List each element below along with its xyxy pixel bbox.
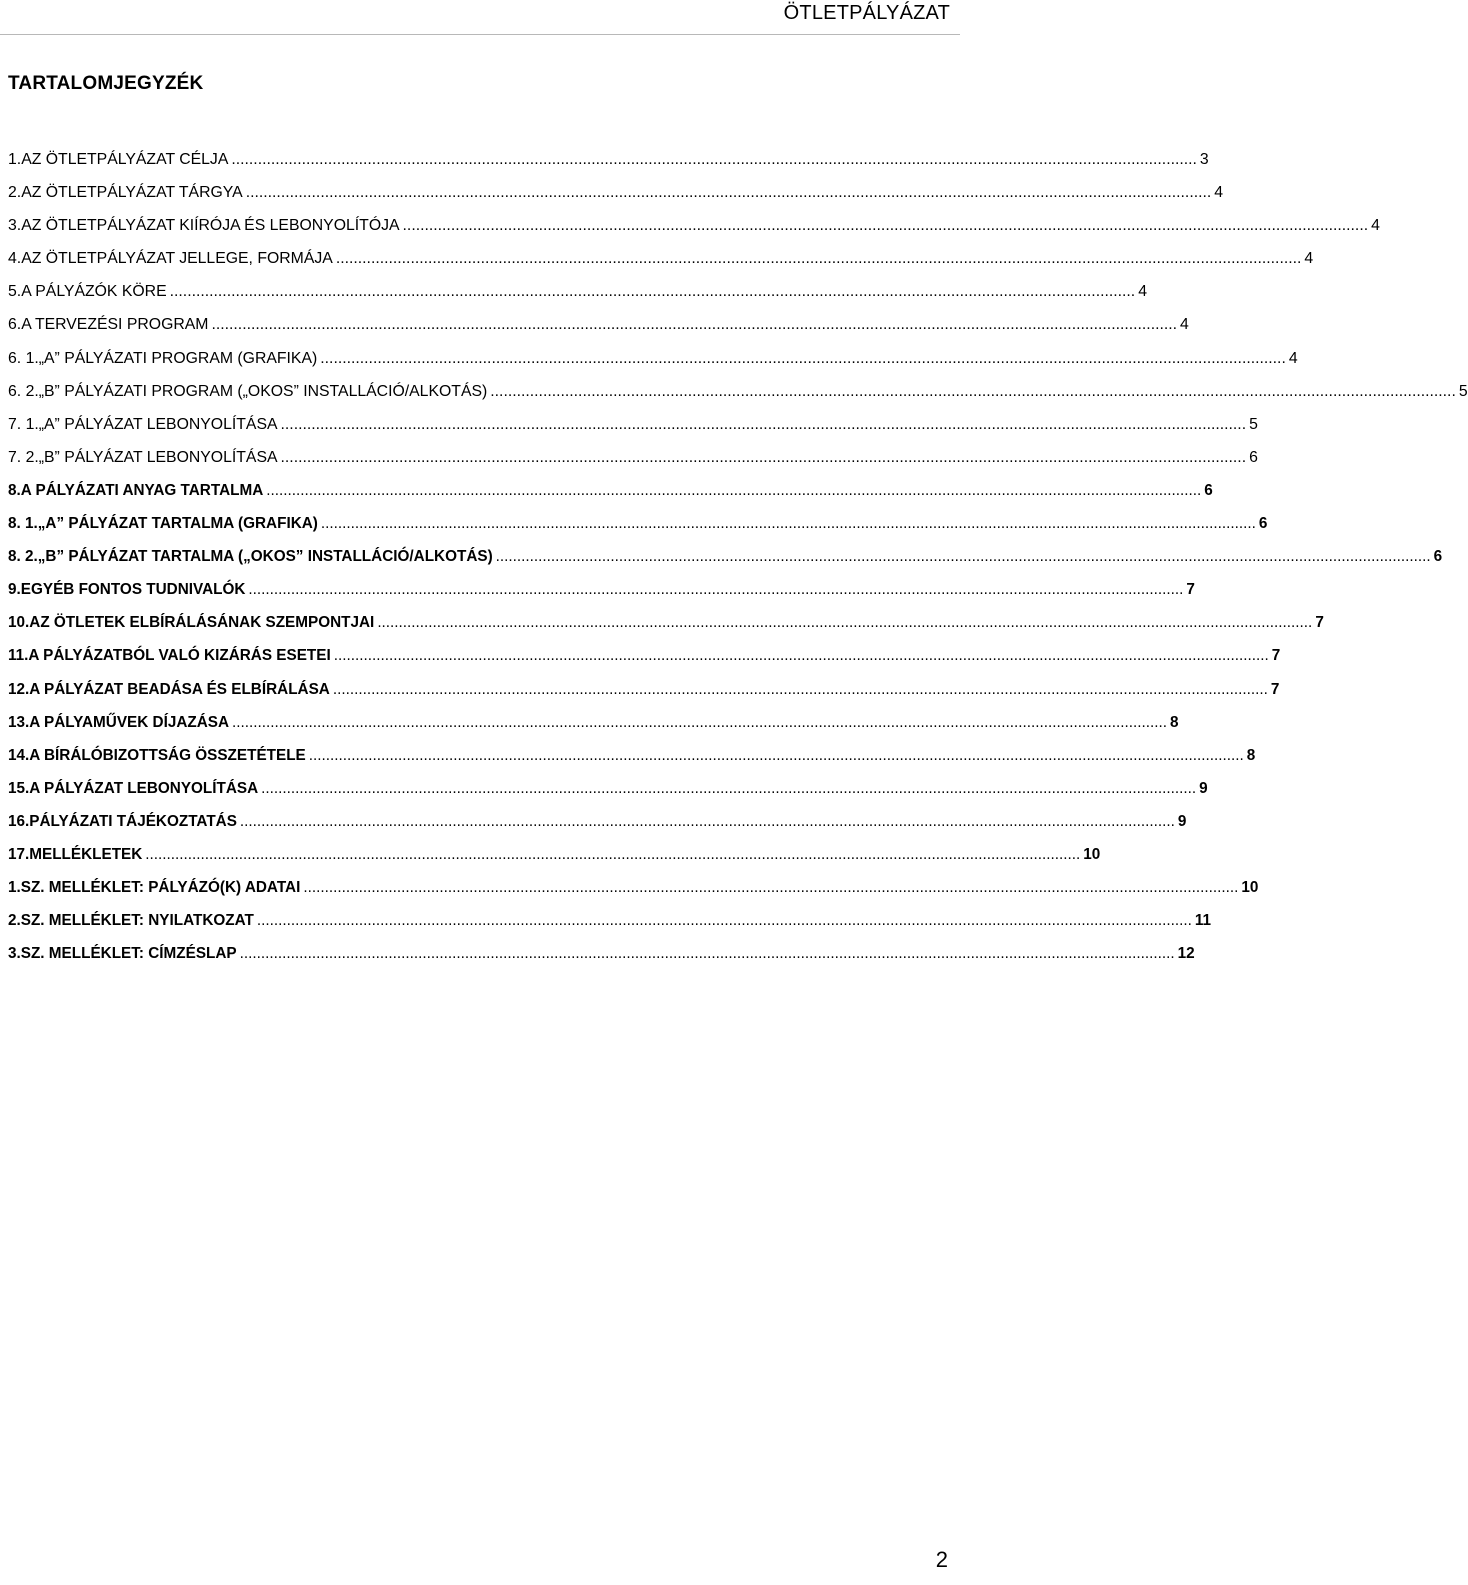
toc-entry-number: 3. xyxy=(8,217,22,235)
toc-entry-page: 4 xyxy=(1214,184,1224,202)
toc-entry-number: 8. 2. xyxy=(8,548,38,566)
toc-entry-page: 6 xyxy=(1249,448,1258,466)
toc-entry[interactable] xyxy=(8,945,1195,978)
toc-entry[interactable] xyxy=(8,581,1195,614)
toc-entry-title: AZ ÖTLETPÁLYÁZAT KIÍRÓJA ÉS LEBONYOLÍTÓJA xyxy=(21,217,400,235)
toc-leader-dots: ............................................................................................................................................................................................................................ xyxy=(145,845,1081,863)
toc-entry-page: 10 xyxy=(1083,845,1101,863)
toc-entry-number: 14. xyxy=(8,746,30,764)
toc-entry[interactable] xyxy=(8,448,1258,482)
toc-entry[interactable] xyxy=(8,746,1256,780)
toc-entry-page: 4 xyxy=(1304,250,1314,268)
toc-entry-number: 1. xyxy=(8,879,21,897)
toc-entry[interactable] xyxy=(8,879,1259,912)
toc-entry-title: A PÁLYAMŰVEK DÍJAZÁSA xyxy=(29,713,230,731)
toc-entry-title: „B” PÁLYÁZAT TARTALMA („OKOS” INSTALLÁCIÓ/ALKOTÁS) xyxy=(37,548,493,566)
toc-entry-page: 4 xyxy=(1180,316,1189,334)
toc-entry-title: AZ ÖTLETPÁLYÁZAT TÁRGYA xyxy=(21,184,243,202)
toc-leader-dots: ............................................................................................................................................................................................................................ xyxy=(333,647,1269,665)
toc-entry-title: SZ. MELLÉKLET: NYILATKOZAT xyxy=(20,912,254,930)
toc-entry-title: „B” PÁLYÁZAT LEBONYOLÍTÁSA xyxy=(38,448,278,466)
toc-leader-dots: ............................................................................................................................................................................................................................ xyxy=(169,283,1136,301)
toc-entry[interactable] xyxy=(8,382,1468,416)
toc-entry-number: 7. 2. xyxy=(8,448,39,466)
page-number: 2 xyxy=(935,1547,948,1572)
toc-entry-title: SZ. MELLÉKLET: PÁLYÁZÓ(K) ADATAI xyxy=(20,879,301,897)
toc-leader-dots: ............................................................................................................................................................................................................................ xyxy=(261,779,1197,797)
toc-leader-dots: ............................................................................................................................................................................................................................ xyxy=(266,481,1202,499)
toc-entry-number: 7. 1. xyxy=(8,415,39,433)
toc-entry[interactable] xyxy=(8,217,1380,250)
toc-entry-page: 7 xyxy=(1186,581,1195,599)
toc-entry-title: „A” PÁLYÁZAT LEBONYOLÍTÁSA xyxy=(38,415,278,433)
toc-leader-dots: ............................................................................................................................................................................................................................ xyxy=(402,217,1369,235)
toc-leader-dots: ............................................................................................................................................................................................................................ xyxy=(280,415,1247,433)
page-header xyxy=(0,0,960,35)
toc-entry[interactable] xyxy=(8,680,1280,714)
toc-entry-page: 8 xyxy=(1170,713,1179,731)
toc-entry[interactable] xyxy=(8,812,1187,846)
toc-entry-title: AZ ÖTLETPÁLYÁZAT CÉLJA xyxy=(21,151,229,168)
toc-leader-dots: ............................................................................................................................................................................................................................ xyxy=(320,349,1286,367)
toc-entry[interactable] xyxy=(8,283,1147,316)
toc-entry-number: 3. xyxy=(8,945,21,963)
toc-entry-page: 4 xyxy=(1288,349,1298,367)
toc-entry-title: AZ ÖTLETPÁLYÁZAT JELLEGE, FORMÁJA xyxy=(21,250,333,268)
toc-leader-dots: ............................................................................................................................................................................................................................ xyxy=(256,912,1192,930)
toc-leader-dots: ............................................................................................................................................................................................................................ xyxy=(490,382,1456,400)
toc-leader-dots: ............................................................................................................................................................................................................................ xyxy=(211,316,1178,334)
toc-entry[interactable] xyxy=(8,481,1213,515)
toc-entry-title: MELLÉKLETEK xyxy=(29,845,143,863)
toc-entry-title: „A” PÁLYÁZAT TARTALMA (GRAFIKA) xyxy=(37,515,318,533)
toc-leader-dots: ............................................................................................................................................................................................................................ xyxy=(232,713,1168,731)
toc-entry-title: A PÁLYÁZAT BEADÁSA ÉS ELBÍRÁLÁSA xyxy=(29,680,330,698)
toc-entry[interactable] xyxy=(8,151,1209,184)
toc-entry-page: 5 xyxy=(1458,382,1468,400)
toc-entry[interactable] xyxy=(8,250,1314,283)
toc-entry-number: 6. xyxy=(8,316,22,334)
toc-entry-page: 6 xyxy=(1258,515,1268,533)
toc-entry-page: 7 xyxy=(1270,680,1280,698)
toc-entry-number: 8. xyxy=(8,481,21,499)
toc-entry-title: A PÁLYÁZATBÓL VALÓ KIZÁRÁS ESETEI xyxy=(28,647,331,665)
toc-entry-page: 10 xyxy=(1241,879,1259,897)
toc-entry-page: 5 xyxy=(1249,415,1258,433)
toc-leader-dots: ............................................................................................................................................................................................................................ xyxy=(245,184,1212,202)
toc-entry-number: 13. xyxy=(8,713,30,731)
toc-entry-number: 4. xyxy=(8,250,22,268)
toc-leader-dots: ............................................................................................................................................................................................................................ xyxy=(280,448,1247,466)
toc-heading: TARTALOMJEGYZÉK xyxy=(8,73,204,94)
toc-entry-number: 10. xyxy=(8,614,30,632)
toc-entry[interactable] xyxy=(8,515,1268,548)
toc-entry-title: SZ. MELLÉKLET: CÍMZÉSLAP xyxy=(20,945,237,963)
toc-entry[interactable] xyxy=(8,184,1224,217)
toc-entry-title: A PÁLYÁZÓK KÖRE xyxy=(21,283,167,301)
toc-entry-number: 8. 1. xyxy=(8,515,38,533)
toc-leader-dots: ............................................................................................................................................................................................................................ xyxy=(231,151,1197,168)
toc-entry-title: A BÍRÁLÓBIZOTTSÁG ÖSSZETÉTELE xyxy=(29,746,306,764)
table-of-contents xyxy=(8,151,1468,978)
toc-entry[interactable] xyxy=(8,845,1101,879)
toc-leader-dots: ............................................................................................................................................................................................................................ xyxy=(303,879,1239,897)
toc-entry[interactable] xyxy=(8,713,1179,747)
toc-entry-page: 4 xyxy=(1371,217,1380,235)
toc-entry[interactable] xyxy=(8,349,1298,383)
toc-entry-number: 6. 2. xyxy=(8,382,39,400)
toc-entry-page: 9 xyxy=(1199,779,1208,797)
toc-entry-page: 6 xyxy=(1204,481,1213,499)
toc-leader-dots: ............................................................................................................................................................................................................................ xyxy=(239,945,1175,963)
toc-entry-title: „B” PÁLYÁZATI PROGRAM („OKOS” INSTALLÁCIÓ/ALKOTÁS) xyxy=(38,382,488,400)
toc-entry-page: 7 xyxy=(1315,614,1324,632)
toc-entry-page: 4 xyxy=(1138,283,1147,301)
toc-entry-number: 12. xyxy=(8,680,30,698)
toc-entry-page: 12 xyxy=(1177,945,1195,963)
toc-entry-number: 16. xyxy=(8,812,30,830)
toc-entry-page: 9 xyxy=(1177,812,1187,830)
toc-entry-number: 1. xyxy=(8,151,22,168)
toc-entry[interactable] xyxy=(8,912,1212,945)
toc-entry-title: PÁLYÁZATI TÁJÉKOZTATÁS xyxy=(29,812,237,830)
toc-entry[interactable] xyxy=(8,779,1208,813)
toc-entry-title: A TERVEZÉSI PROGRAM xyxy=(21,316,209,334)
toc-leader-dots: ............................................................................................................................................................................................................................ xyxy=(332,680,1268,698)
toc-entry-page: 11 xyxy=(1194,912,1212,930)
toc-entry-page: 3 xyxy=(1199,151,1209,168)
toc-entry-title: A PÁLYÁZAT LEBONYOLÍTÁSA xyxy=(29,779,259,797)
toc-entry-page: 7 xyxy=(1271,647,1281,665)
toc-entry-title: EGYÉB FONTOS TUDNIVALÓK xyxy=(20,581,246,599)
toc-entry[interactable] xyxy=(8,614,1324,647)
toc-leader-dots: ............................................................................................................................................................................................................................ xyxy=(248,581,1184,599)
toc-entry-title: A PÁLYÁZATI ANYAG TARTALMA xyxy=(20,481,264,499)
toc-leader-dots: ............................................................................................................................................................................................................................ xyxy=(377,614,1313,632)
toc-entry-number: 5. xyxy=(8,283,22,301)
toc-entry-number: 2. xyxy=(8,912,21,930)
toc-leader-dots: ............................................................................................................................................................................................................................ xyxy=(495,548,1431,566)
toc-leader-dots: ............................................................................................................................................................................................................................ xyxy=(320,515,1256,533)
toc-entry-page: 6 xyxy=(1433,548,1443,566)
header-title: ÖTLETPÁLYÁZAT xyxy=(783,2,950,24)
toc-leader-dots: ............................................................................................................................................................................................................................ xyxy=(335,250,1302,268)
toc-entry-number: 11. xyxy=(8,647,29,665)
toc-entry[interactable] xyxy=(8,316,1189,349)
toc-entry[interactable] xyxy=(8,548,1443,581)
toc-entry[interactable] xyxy=(8,415,1258,449)
toc-entry-number: 6. 1. xyxy=(8,349,39,367)
toc-entry-number: 2. xyxy=(8,184,22,202)
toc-entry-title: AZ ÖTLETEK ELBÍRÁLÁSÁNAK SZEMPONTJAI xyxy=(29,614,375,632)
toc-entry-page: 8 xyxy=(1246,746,1256,764)
toc-entry[interactable] xyxy=(8,647,1281,680)
toc-leader-dots: ............................................................................................................................................................................................................................ xyxy=(308,746,1244,764)
toc-entry-number: 17. xyxy=(8,845,30,863)
toc-leader-dots: ............................................................................................................................................................................................................................ xyxy=(239,812,1175,830)
toc-entry-title: „A” PÁLYÁZATI PROGRAM (GRAFIKA) xyxy=(38,349,318,367)
toc-entry-number: 15. xyxy=(8,779,30,797)
toc-entry-number: 9. xyxy=(8,581,21,599)
